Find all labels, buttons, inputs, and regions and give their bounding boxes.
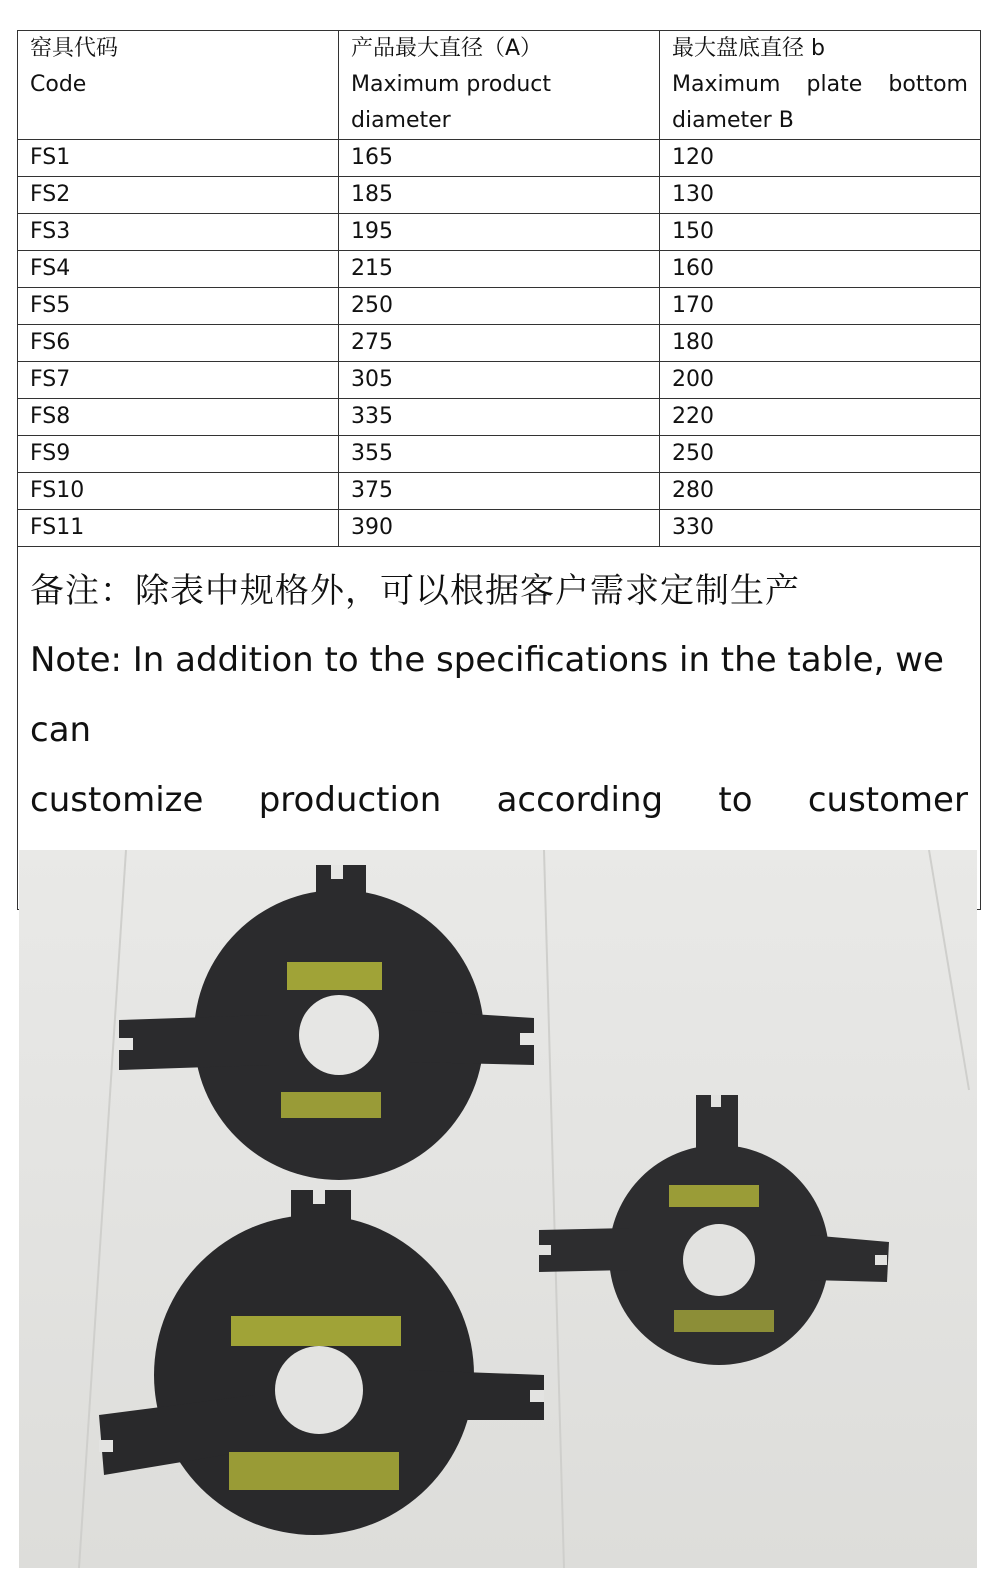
cell-plate-diameter: 150 [660,214,981,251]
cell-code: FS6 [18,325,339,362]
cell-plate-diameter: 180 [660,325,981,362]
cell-plate-diameter: 160 [660,251,981,288]
header-word: plate [806,72,863,97]
contact-label [229,1452,399,1490]
cell-code: FS3 [18,214,339,251]
table-row [18,251,981,288]
cell-product-diameter: 215 [339,251,660,288]
cell-product-diameter: 250 [339,288,660,325]
header-plate-bottom-cn: 最大盘底直径 b [672,36,825,61]
cell-plate-diameter: 130 [660,177,981,214]
note-word: customize [30,780,204,820]
cell-plate-diameter: 120 [660,140,981,177]
cell-code: FS7 [18,362,339,399]
header-code [18,31,339,140]
cell-plate-diameter: 250 [660,436,981,473]
table-row [18,510,981,547]
table-header-row [18,31,981,140]
cell-product-diameter: 165 [339,140,660,177]
table-row [18,362,981,399]
cell-plate-diameter: 220 [660,399,981,436]
table-row [18,473,981,510]
cell-code: FS10 [18,473,339,510]
cell-product-diameter: 195 [339,214,660,251]
cell-plate-diameter: 330 [660,510,981,547]
header-product-diameter-cn: 产品最大直径（A） [351,36,543,61]
cell-product-diameter: 355 [339,436,660,473]
contact-label [281,1092,381,1118]
cell-code: FS1 [18,140,339,177]
table-row [18,140,981,177]
cell-code: FS9 [18,436,339,473]
header-word: Maximum [672,72,781,97]
header-plate-bottom-diameter [660,31,981,140]
kiln-plate-small-right [539,1095,889,1365]
cell-code: FS8 [18,399,339,436]
cell-product-diameter: 305 [339,362,660,399]
table-row [18,325,981,362]
cell-code: FS2 [18,177,339,214]
kiln-plate-large-bottom [99,1190,544,1535]
note-word: production [258,780,442,820]
kiln-plates-illustration [19,850,977,1568]
note-word: to [718,780,753,820]
cell-plate-diameter: 200 [660,362,981,399]
note-english-line2 [30,765,968,835]
header-product-diameter [339,31,660,140]
header-plate-bottom-en-line1 [672,67,968,103]
note-english-line1: Note: In addition to the specifications in the table, we can [30,640,944,750]
header-word: bottom [888,72,968,97]
brand-label [669,1185,759,1207]
header-product-diameter-en: Maximum product diameter [351,72,552,133]
spec-table [17,30,981,910]
kiln-plate-large-top [119,865,534,1180]
cell-code: FS5 [18,288,339,325]
brand-label [231,1316,401,1346]
header-code-en: Code [30,72,87,97]
cell-product-diameter: 375 [339,473,660,510]
note-word: according [496,780,664,820]
table-row [18,214,981,251]
product-photo [19,850,977,1568]
table-row [18,436,981,473]
cell-code: FS11 [18,510,339,547]
cell-plate-diameter: 280 [660,473,981,510]
cell-plate-diameter: 170 [660,288,981,325]
note-word: customer [807,780,968,820]
brand-label [287,962,382,990]
table-row [18,177,981,214]
header-code-cn: 窑具代码 [30,36,119,61]
cell-product-diameter: 335 [339,399,660,436]
cell-code: FS4 [18,251,339,288]
cell-product-diameter: 275 [339,325,660,362]
note-chinese: 备注：除表中规格外，可以根据客户需求定制生产 [30,571,800,611]
cell-product-diameter: 390 [339,510,660,547]
cell-product-diameter: 185 [339,177,660,214]
table-row [18,288,981,325]
contact-label [674,1310,774,1332]
header-plate-bottom-en-line2: diameter B [672,108,794,133]
table-row [18,399,981,436]
